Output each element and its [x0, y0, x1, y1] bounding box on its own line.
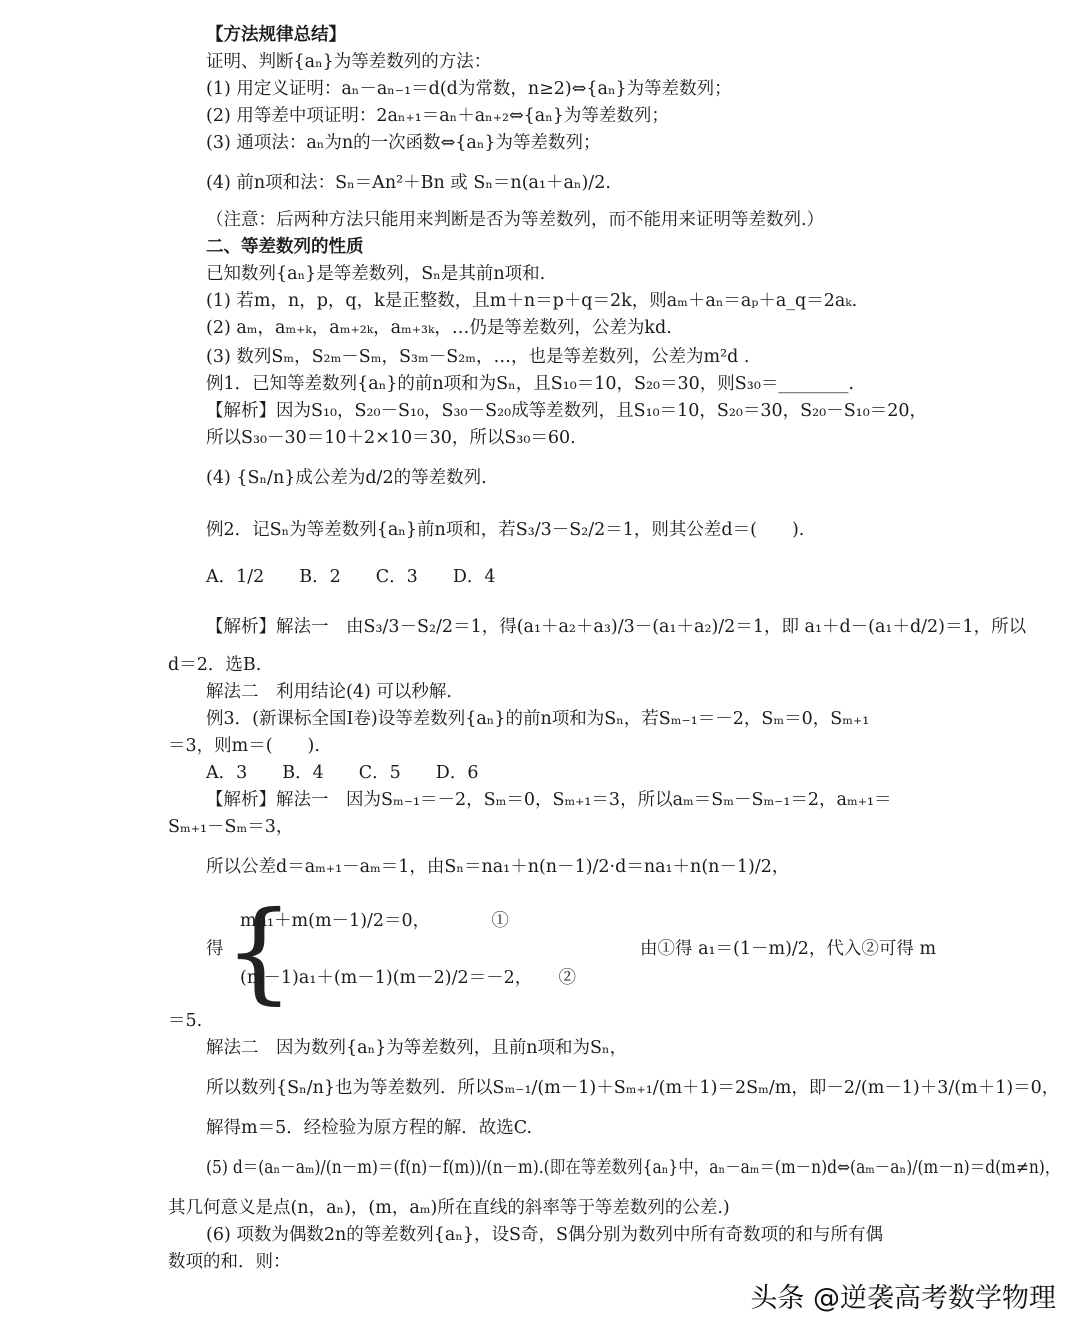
text-line: 其几何意义是点(n，aₙ)，(m，aₘ)所在直线的斜率等于等差数列的公差.): [168, 1198, 730, 1218]
text-line: (5) d＝(aₙ－aₘ)/(n－m)＝(f(n)－f(m))/(n－m).(即在等差数列{aₙ}中，aₙ－aₘ＝(m－n)d⇔(aₘ－aₙ)/(m－n)＝d(m≠n)，: [206, 1158, 1061, 1178]
text-line: 解法二 利用结论(4) 可以秒解.: [206, 682, 452, 702]
equation-line: ma₁＋m(m－1)/2＝0， ①: [240, 911, 509, 931]
example-line: 例3．(新课标全国Ⅰ卷)设等差数列{aₙ}的前n项和为Sₙ，若Sₘ₋₁＝－2，Sₘ＝0，Sₘ₊₁: [206, 709, 870, 729]
choices-line: A．3 B．4 C．5 D．6: [206, 763, 479, 783]
text-line: 所以公差d＝aₘ₊₁－aₘ＝1，由Sₙ＝na₁＋n(n－1)/2·d＝na₁＋n(n－1)/2，: [206, 857, 790, 877]
text-line: 由①得 a₁＝(1－m)/2，代入②可得 m: [640, 939, 937, 959]
system-brace: {: [224, 887, 294, 1015]
text-line: 所以S₃₀－30＝10＋2×10＝30，所以S₃₀＝60.: [206, 428, 576, 448]
text-line: (4) 前n项和法：Sₙ＝An²＋Bn 或 Sₙ＝n(a₁＋aₙ)/2.: [206, 173, 611, 193]
text-line: (4) {Sₙ/n}成公差为d/2的等差数列.: [206, 468, 487, 488]
solution-line: 【解析】解法一 因为Sₘ₋₁＝－2，Sₘ＝0，Sₘ₊₁＝3，所以aₘ＝Sₘ－Sₘ₋₁＝2，aₘ₊₁＝: [206, 790, 892, 810]
text-line: d＝2．选B.: [168, 655, 262, 675]
choices-line: A．1/2 B．2 C．3 D．4: [206, 567, 496, 587]
text-line: (6) 项数为偶数2n的等差数列{aₙ}，设S奇，S偶分别为数列中所有奇数项的和与所有偶: [206, 1225, 884, 1245]
text-line: 解得m＝5．经检验为原方程的解．故选C.: [206, 1118, 533, 1138]
text-line: 所以数列{Sₙ/n}也为等差数列．所以Sₘ₋₁/(m－1)＋Sₘ₊₁/(m＋1)＝2Sₘ/m，即－2/(m－1)＋3/(m＋1)＝0，: [206, 1078, 1060, 1098]
text-line: 解法二 因为数列{aₙ}为等差数列，且前n项和为Sₙ，: [206, 1038, 628, 1058]
text-line: (3) 通项法：aₙ为n的一次函数⇔{aₙ}为等差数列；: [206, 133, 601, 153]
note-line: （注意：后两种方法只能用来判断是否为等差数列，而不能用来证明等差数列.）: [206, 210, 825, 230]
text-line: (1) 若m，n，p，q，k是正整数，且m＋n＝p＋q＝2k，则aₘ＋aₙ＝aₚ＋a_q＝2aₖ.: [206, 291, 858, 311]
text-line: (3) 数列Sₘ，S₂ₘ－Sₘ，S₃ₘ－S₂ₘ，…，也是等差数列，公差为m²d .: [206, 347, 750, 367]
example-line: 例2．记Sₙ为等差数列{aₙ}前n项和，若S₃/3－S₂/2＝1，则其公差d＝( ).: [206, 520, 805, 540]
text-line: 得: [206, 939, 224, 959]
section-heading: 【方法规律总结】: [206, 25, 346, 45]
text-line: (1) 用定义证明：aₙ－aₙ₋₁＝d(d为常数，n≥2)⇔{aₙ}为等差数列；: [206, 79, 732, 99]
text-line: Sₘ₊₁－Sₘ＝3，: [168, 817, 294, 837]
equation-line: (m－1)a₁＋(m－1)(m－2)/2＝－2， ②: [240, 968, 577, 988]
text-line: (2) 用等差中项证明：2aₙ₊₁＝aₙ＋aₙ₊₂⇔{aₙ}为等差数列；: [206, 106, 669, 126]
text-line: (2) aₘ，aₘ₊ₖ，aₘ₊₂ₖ，aₘ₊₃ₖ，…仍是等差数列，公差为kd.: [206, 318, 672, 338]
text-line: 数项的和．则：: [168, 1252, 291, 1272]
section-heading: 二、等差数列的性质: [206, 237, 364, 257]
text-line: 证明、判断{aₙ}为等差数列的方法：: [206, 52, 492, 72]
watermark: 头条 @逆袭高考数学物理: [750, 1283, 1056, 1314]
text-line: ＝5.: [168, 1011, 203, 1031]
text-line: 已知数列{aₙ}是等差数列，Sₙ是其前n项和.: [206, 264, 546, 284]
text-line: ＝3，则m＝( ).: [168, 736, 320, 756]
example-line: 例1．已知等差数列{aₙ}的前n项和为Sₙ，且S₁₀＝10，S₂₀＝30，则S₃₀＝________.: [206, 374, 854, 394]
solution-line: 【解析】因为S₁₀，S₂₀－S₁₀，S₃₀－S₂₀成等差数列，且S₁₀＝10，S₂₀＝30，S₂₀－S₁₀＝20，: [206, 401, 927, 421]
solution-line: 【解析】解法一 由S₃/3－S₂/2＝1，得(a₁＋a₂＋a₃)/3－(a₁＋a₂)/2＝1，即 a₁＋d－(a₁＋d/2)＝1，所以: [206, 617, 1027, 637]
